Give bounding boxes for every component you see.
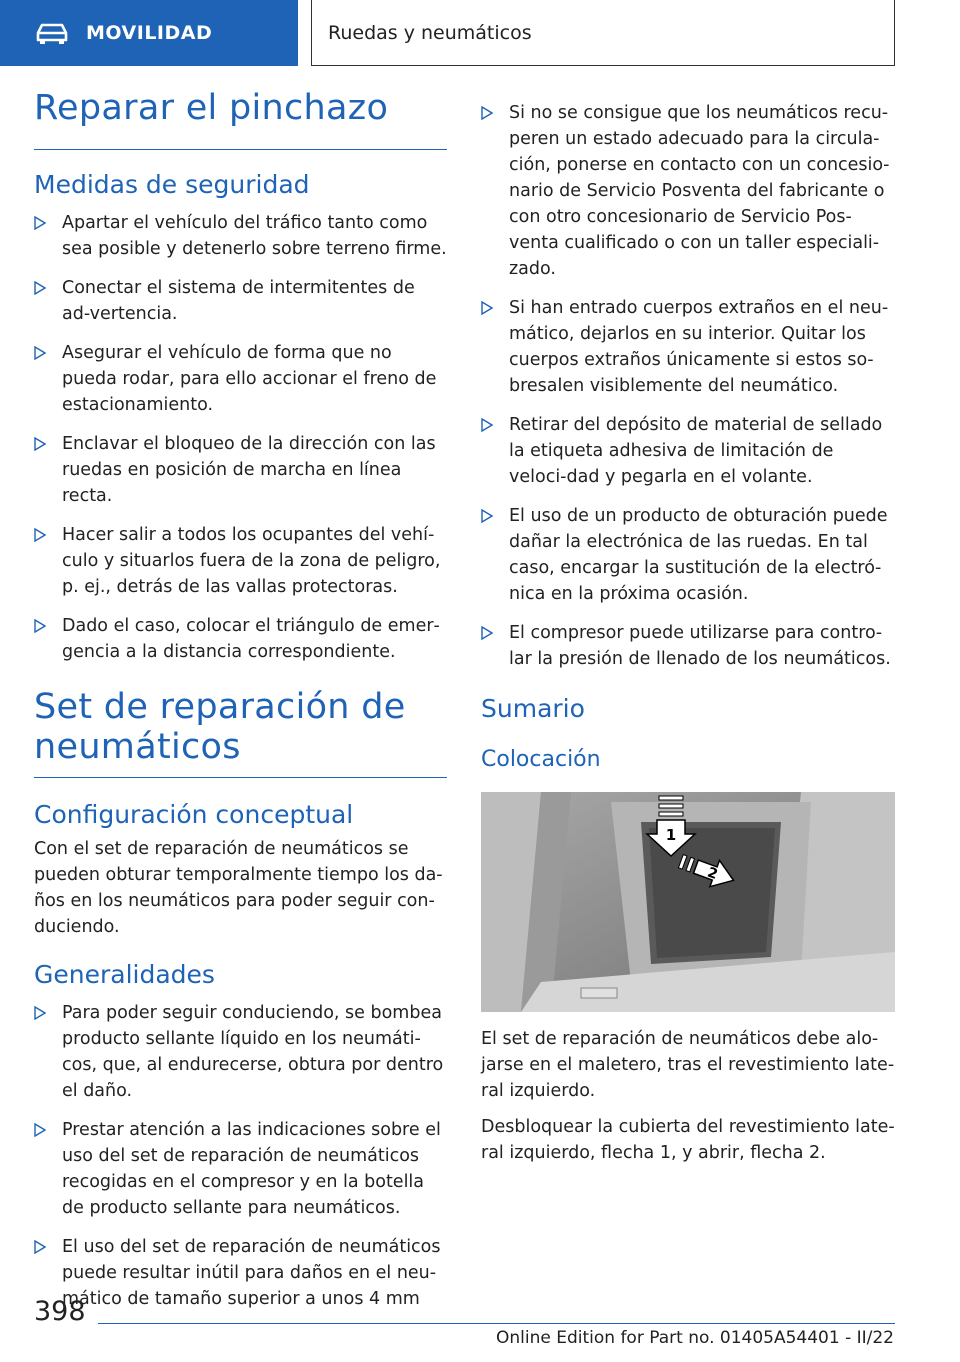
list-item: Conectar el sistema de intermitentes de ad‐vertencia. xyxy=(34,275,447,327)
svg-text:1: 1 xyxy=(665,826,677,844)
car-icon xyxy=(34,21,70,45)
list-item: El uso de un producto de obturación puede dañar la electrónica de las ruedas. En tal caso, encargar la sustitución de la electró‐nica en la próxima ocasión. xyxy=(481,503,895,607)
list-item: Prestar atención a las indicaciones sobre el uso del set de reparación de neumáticos recogidas en el compresor y en la botella de producto sellante para neumáticos. xyxy=(34,1117,447,1221)
heading-reparar: Reparar el pinchazo xyxy=(34,88,447,150)
list-item: Dado el caso, colocar el triángulo de emer‐gencia a la distancia correspondiente. xyxy=(34,613,447,665)
heading-sumario: Sumario xyxy=(481,694,585,723)
trunk-side-panel-image xyxy=(481,792,895,1012)
edition-text: Online Edition for Part no. 01405A54401 - II/22 xyxy=(495,1328,894,1348)
heading-generalidades: Generalidades xyxy=(34,960,215,989)
left-column xyxy=(34,88,447,1325)
section-tab xyxy=(0,0,298,66)
page-number: 398 xyxy=(34,1296,86,1327)
triangle-bullet-icon xyxy=(34,619,46,633)
triangle-bullet-icon xyxy=(34,216,46,230)
triangle-bullet-icon xyxy=(481,106,493,120)
colocacion-paragraph-1: El set de reparación de neumáticos debe alo‐jarse en el maletero, tras el revestimiento late‐ral izquierdo. xyxy=(481,1029,895,1101)
svg-text:2: 2 xyxy=(705,864,720,883)
triangle-bullet-icon xyxy=(34,528,46,542)
triangle-bullet-icon xyxy=(34,1006,46,1020)
trunk-illustration xyxy=(481,792,895,1012)
list-item: El compresor puede utilizarse para contro‐lar la presión de llenado de los neumáticos. xyxy=(481,620,895,672)
triangle-bullet-icon xyxy=(481,626,493,640)
list-item: Si no se consigue que los neumáticos recu‐peren un estado adecuado para la circula‐ción, ponerse en contacto con un concesio‐nario de Servicio Posventa del fabricante o con otro concesionario de Servicio Pos‐venta cualificado o con un taller especiali‐zado. xyxy=(481,100,895,282)
list-item: El uso del set de reparación de neumáticos puede resultar inútil para daños en el neu‐mático de tamaño superior a unos 4 mm xyxy=(34,1234,447,1312)
triangle-bullet-icon xyxy=(34,346,46,360)
triangle-bullet-icon xyxy=(481,301,493,315)
right-list xyxy=(481,100,895,672)
chapter-title: Ruedas y neumáticos xyxy=(328,21,532,44)
list-item: Hacer salir a todos los ocupantes del vehí‐culo y situarlos fuera de la zona de peligro, p. ej., detrás de las vallas protectoras. xyxy=(34,522,447,600)
triangle-bullet-icon xyxy=(481,509,493,523)
config-paragraph: Con el set de reparación de neumáticos se pueden obturar temporalmente tiempo los da‐ños en los neumáticos para poder seguir con‐duciendo. xyxy=(34,839,443,937)
footer-divider xyxy=(98,1323,895,1324)
chapter-tab xyxy=(311,0,895,66)
right-column xyxy=(481,100,895,1166)
medidas-list xyxy=(34,210,447,665)
colocacion-paragraph-2: Desbloquear la cubierta del revestimiento late‐ral izquierdo, flecha 1, y abrir, flecha 2. xyxy=(481,1117,895,1163)
triangle-bullet-icon xyxy=(481,418,493,432)
heading-set: Set de reparación de neumáticos xyxy=(34,687,447,778)
triangle-bullet-icon xyxy=(34,437,46,451)
triangle-bullet-icon xyxy=(34,281,46,295)
heading-medidas: Medidas de seguridad xyxy=(34,170,310,199)
heading-config: Configuración conceptual xyxy=(34,800,354,829)
list-item: Asegurar el vehículo de forma que no pueda rodar, para ello accionar el freno de estacionamiento. xyxy=(34,340,447,418)
list-item: Apartar el vehículo del tráfico tanto como sea posible y detenerlo sobre terreno firme. xyxy=(34,210,447,262)
triangle-bullet-icon xyxy=(34,1240,46,1254)
list-item: Retirar del depósito de material de sellado la etiqueta adhesiva de limitación de veloci‐dad y pegarla en el volante. xyxy=(481,412,895,490)
section-title: MOVILIDAD xyxy=(86,22,213,44)
list-item: Si han entrado cuerpos extraños en el neu‐mático, dejarlos en su interior. Quitar los cuerpos extraños únicamente si estos so‐bresalen visiblemente del neumático. xyxy=(481,295,895,399)
list-item: Enclavar el bloqueo de la dirección con las ruedas en posición de marcha en línea recta. xyxy=(34,431,447,509)
triangle-bullet-icon xyxy=(34,1123,46,1137)
list-item: Para poder seguir conduciendo, se bombea producto sellante líquido en los neumáti‐cos, que, al endurecerse, obtura por dentro el daño. xyxy=(34,1000,447,1104)
generalidades-list xyxy=(34,1000,447,1312)
heading-colocacion: Colocación xyxy=(481,747,601,772)
